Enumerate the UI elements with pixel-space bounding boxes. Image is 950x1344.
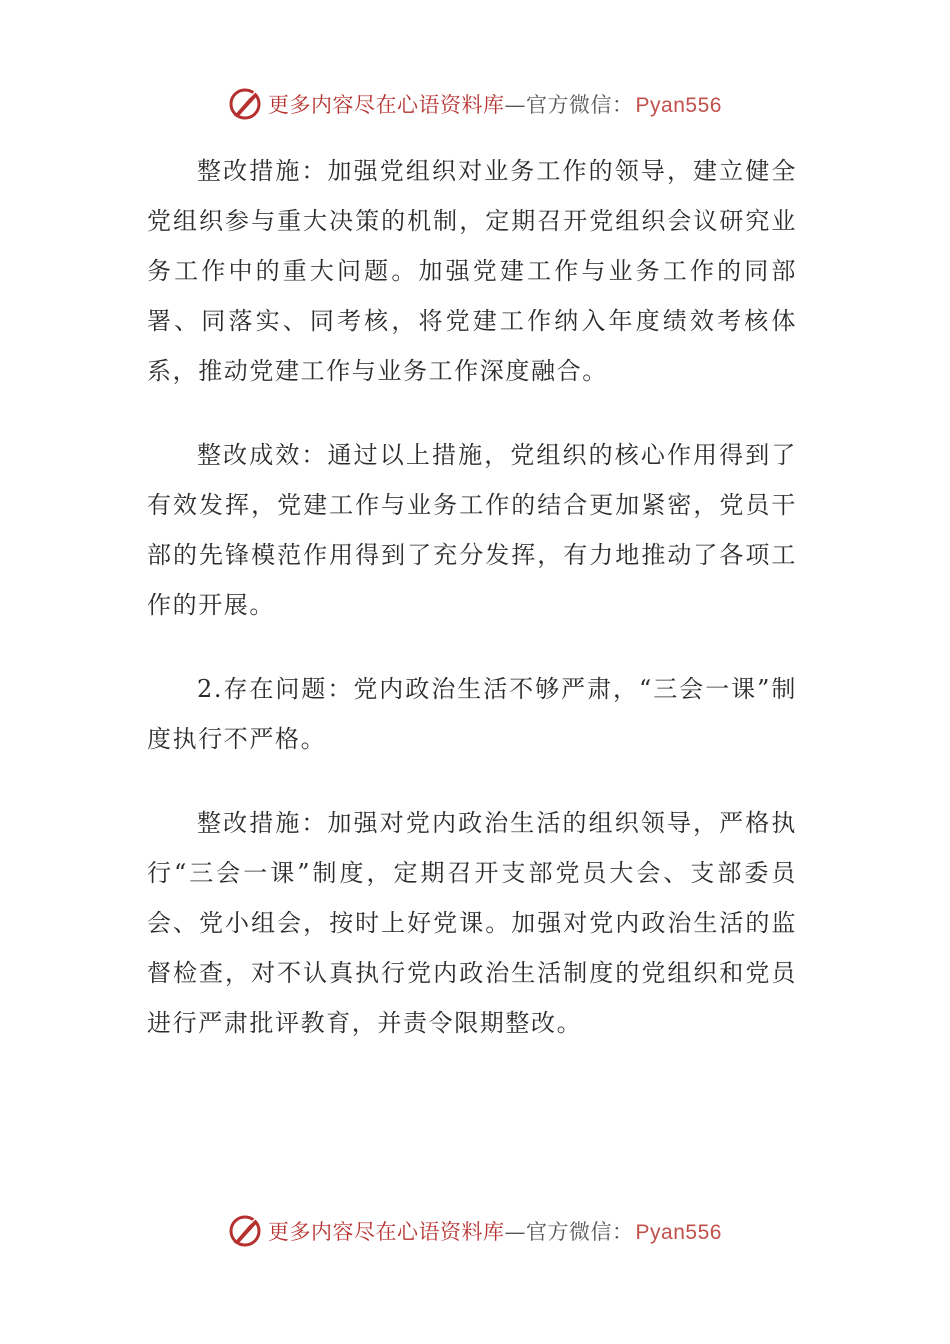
header-wechat-id: Pyan556 xyxy=(635,94,722,117)
paragraph-rectification-measures-2: 整改措施：加强对党内政治生活的组织领导，严格执行“三会一课”制度，定期召开支部党员大会、支部委员会、党小组会，按时上好党课。加强对党内政治生活的监督检查，对不认真执行党内政治生活制度的党组织和党员进行严肃批评教育，并责令限期整改。 xyxy=(147,809,797,1037)
header-brand: 更多内容尽在心语资料库 xyxy=(268,93,505,117)
header-text xyxy=(268,89,722,119)
paragraph-rectification-measures-1: 整改措施：加强党组织对业务工作的领导，建立健全党组织参与重大决策的机制，定期召开党组织会议研究业务工作中的重大问题。加强党建工作与业务工作的同部署、同落实、同考核，将党建工作纳入年度绩效考核体系，推动党建工作与业务工作深度融合。 xyxy=(147,157,797,385)
document-body xyxy=(147,146,797,1082)
footer-text xyxy=(268,1216,722,1246)
footer-dash: — xyxy=(504,1220,527,1244)
footer-banner xyxy=(0,1211,950,1251)
header-official-label: 官方微信： xyxy=(526,93,634,117)
quill-logo-icon xyxy=(228,1214,262,1248)
quill-logo-icon xyxy=(228,87,262,121)
footer-brand: 更多内容尽在心语资料库 xyxy=(268,1220,505,1244)
footer-wechat-id: Pyan556 xyxy=(635,1221,722,1244)
footer-official-label: 官方微信： xyxy=(526,1220,634,1244)
paragraph-rectification-results: 整改成效：通过以上措施，党组织的核心作用得到了有效发挥，党建工作与业务工作的结合更加紧密，党员干部的先锋模范作用得到了充分发挥，有力地推动了各项工作的开展。 xyxy=(147,441,797,619)
header-banner xyxy=(0,84,950,124)
paragraph-existing-problem-2: 2.存在问题：党内政治生活不够严肃，“三会一课”制度执行不严格。 xyxy=(147,675,797,753)
header-dash: — xyxy=(504,93,527,117)
